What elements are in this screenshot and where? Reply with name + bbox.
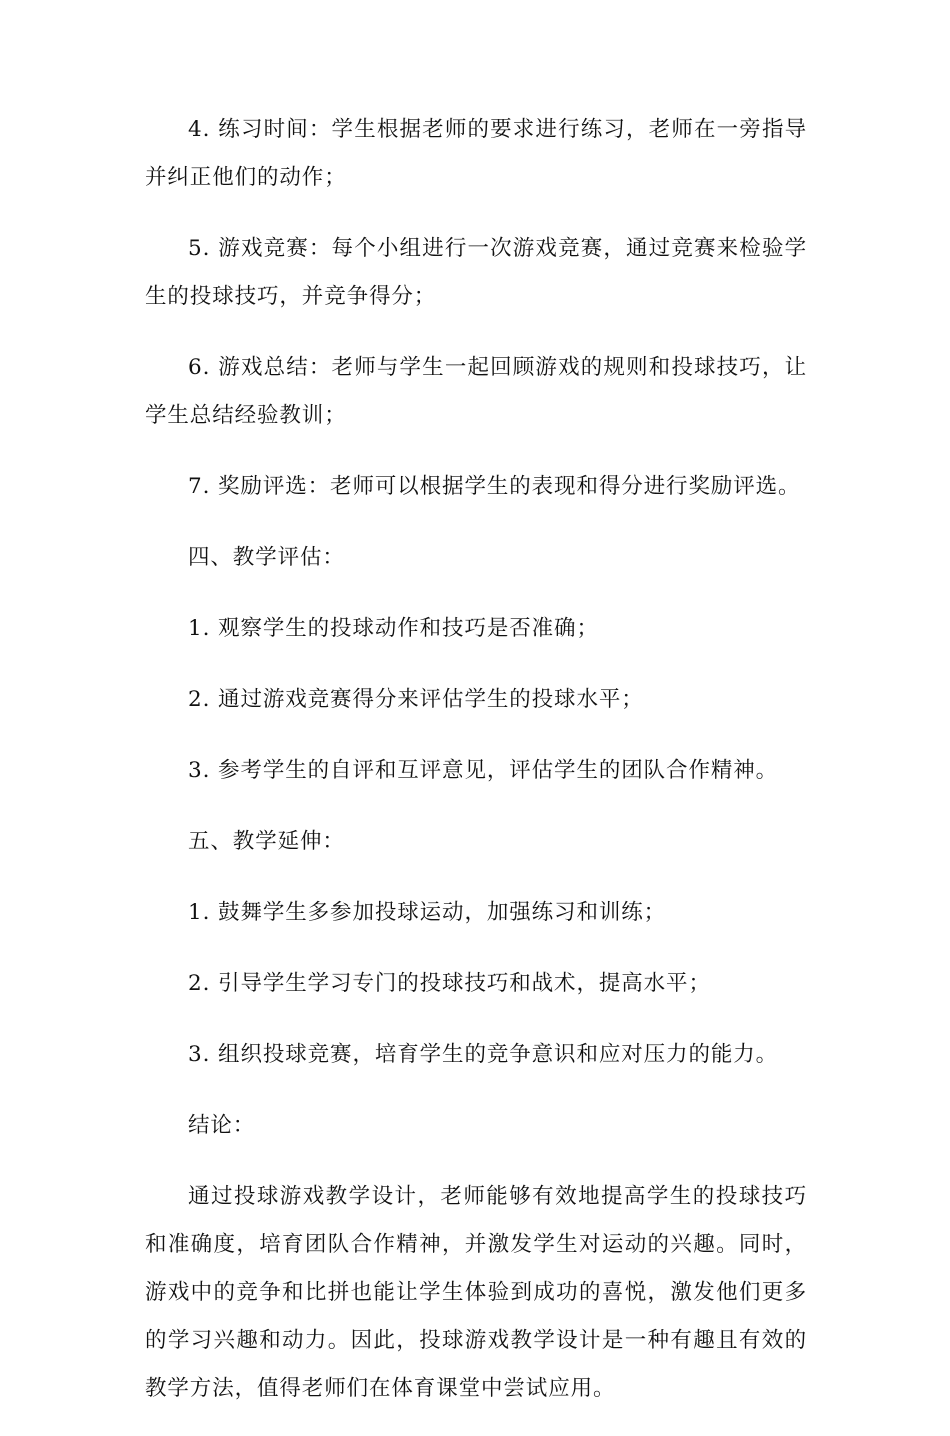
extension-item-1: 1. 鼓舞学生多参加投球运动，加强练习和训练；	[188, 900, 667, 925]
evaluation-item-1: 1. 观察学生的投球动作和技巧是否准确；	[188, 616, 599, 641]
step-5-game-competition: 5. 游戏竞赛：每个小组进行一次游戏竞赛，通过竞赛来检验学生的投球技巧，并竞争得分；	[145, 236, 807, 309]
section-heading-conclusion: 结论：	[188, 1113, 256, 1138]
step-7-award-selection: 7. 奖励评选：老师可以根据学生的表现和得分进行奖励评选。	[188, 474, 801, 499]
step-6-game-summary: 6. 游戏总结：老师与学生一起回顾游戏的规则和投球技巧，让学生总结经验教训；	[145, 355, 807, 428]
conclusion-paragraph: 通过投球游戏教学设计，老师能够有效地提高学生的投球技巧和准确度，培育团队合作精神，并激发学生对运动的兴趣。同时，游戏中的竞争和比拼也能让学生体验到成功的喜悦，激发他们更多的学习兴趣和动力。因此，投球游戏教学设计是一种有趣且有效的教学方法，值得老师们在体育课堂中尝试应用。	[145, 1184, 807, 1401]
extension-item-3: 3. 组织投球竞赛，培育学生的竞争意识和应对压力的能力。	[188, 1042, 779, 1067]
extension-item-2: 2. 引导学生学习专门的投球技巧和战术，提高水平；	[188, 971, 711, 996]
step-4-practice-time: 4. 练习时间：学生根据老师的要求进行练习，老师在一旁指导并纠正他们的动作；	[145, 117, 807, 190]
section-heading-evaluation: 四、教学评估：	[188, 545, 345, 570]
evaluation-item-3: 3. 参考学生的自评和互评意见，评估学生的团队合作精神。	[188, 758, 779, 783]
document-body	[145, 106, 807, 1436]
section-heading-extension: 五、教学延伸：	[188, 829, 345, 854]
evaluation-item-2: 2. 通过游戏竞赛得分来评估学生的投球水平；	[188, 687, 644, 712]
